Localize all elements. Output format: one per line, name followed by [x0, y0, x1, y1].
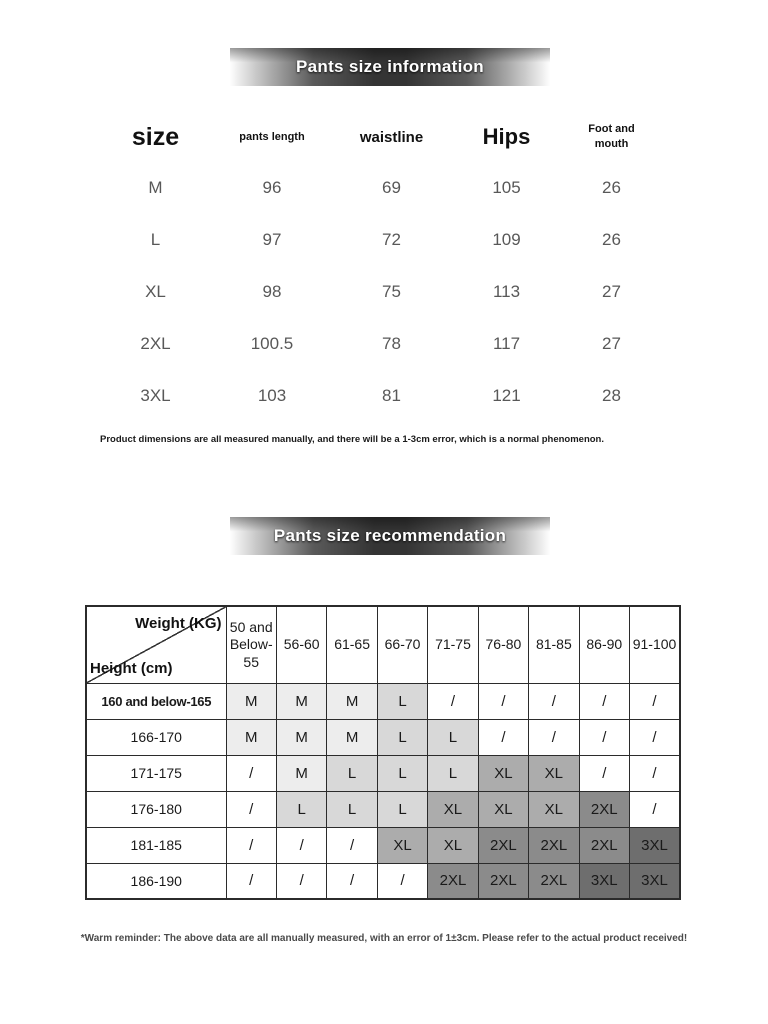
size-cell: / — [226, 863, 276, 899]
size-label: L — [150, 230, 161, 249]
size-cell: / — [529, 683, 579, 719]
size-cell: L — [377, 683, 427, 719]
size-label: 3XL — [140, 386, 171, 405]
weight-col-header: 91-100 — [630, 606, 681, 683]
size-cell: / — [630, 755, 681, 791]
size-cell: M — [327, 683, 377, 719]
size-cell: 2XL — [478, 863, 528, 899]
waistline-value: 72 — [382, 230, 401, 249]
size-cell: 3XL — [579, 863, 629, 899]
size-cell: / — [226, 827, 276, 863]
pants-size-information-banner — [230, 48, 550, 86]
recommendation-header-row — [86, 606, 680, 683]
size-cell: 2XL — [478, 827, 528, 863]
size-table-header-row — [100, 112, 660, 162]
pants-length-value: 96 — [262, 178, 282, 197]
size-cell: 2XL — [579, 827, 629, 863]
col-header-pants-length: pants length — [239, 131, 305, 143]
size-cell: L — [377, 791, 427, 827]
table-row — [100, 214, 660, 266]
waistline-value: 78 — [382, 334, 401, 353]
size-cell: 2XL — [579, 791, 629, 827]
weight-col-header: 81-85 — [529, 606, 579, 683]
waistline-value: 81 — [382, 386, 401, 405]
height-row-header: 160 and below-165 — [86, 683, 226, 719]
size-cell: M — [226, 683, 276, 719]
pants-size-information-title: Pants size information — [296, 57, 484, 76]
pants-size-recommendation-title: Pants size recommendation — [273, 526, 507, 545]
pants-length-value: 98 — [262, 282, 282, 301]
height-row-header: 176-180 — [86, 791, 226, 827]
weight-col-header: 50 and Below-55 — [226, 606, 276, 683]
warm-reminder-note: *Warm reminder: The above data are all manually measured, with an error of 1±3cm. Please refer to the actual product received! — [80, 933, 688, 944]
size-cell: / — [276, 827, 326, 863]
size-cell: / — [428, 683, 478, 719]
size-cell: / — [630, 683, 681, 719]
size-cell: 3XL — [630, 863, 681, 899]
foot-value: 26 — [602, 230, 621, 249]
size-cell: / — [579, 683, 629, 719]
recommendation-row — [86, 863, 680, 899]
weight-col-header: 66-70 — [377, 606, 427, 683]
size-cell: XL — [529, 755, 579, 791]
height-row-header: 166-170 — [86, 719, 226, 755]
size-cell: L — [327, 755, 377, 791]
size-cell: L — [377, 719, 427, 755]
weight-col-header: 56-60 — [276, 606, 326, 683]
size-label: XL — [145, 282, 166, 301]
size-cell: / — [327, 827, 377, 863]
size-cell: M — [226, 719, 276, 755]
recommendation-row — [86, 683, 680, 719]
pants-length-value: 103 — [257, 386, 287, 405]
size-cell: / — [327, 863, 377, 899]
size-cell: L — [428, 719, 478, 755]
size-cell: 2XL — [428, 863, 478, 899]
hips-value: 109 — [492, 230, 521, 249]
table-row — [100, 318, 660, 370]
table-row — [100, 370, 660, 422]
table-row — [100, 266, 660, 318]
size-cell: / — [529, 719, 579, 755]
height-row-header: 181-185 — [86, 827, 226, 863]
weight-col-header: 71-75 — [428, 606, 478, 683]
pants-size-recommendation-banner — [230, 517, 550, 555]
size-cell: XL — [478, 755, 528, 791]
size-cell: XL — [377, 827, 427, 863]
height-row-header: 186-190 — [86, 863, 226, 899]
weight-col-header: 76-80 — [478, 606, 528, 683]
size-cell: 2XL — [529, 863, 579, 899]
size-cell: / — [630, 719, 681, 755]
foot-value: 27 — [602, 282, 621, 301]
size-cell: M — [276, 755, 326, 791]
size-label: 2XL — [140, 334, 171, 353]
foot-value: 27 — [602, 334, 621, 353]
col-header-hips: Hips — [482, 124, 531, 149]
size-cell: 2XL — [529, 827, 579, 863]
col-header-foot-and-mouth: Foot and mouth — [588, 123, 635, 150]
size-cell: XL — [428, 791, 478, 827]
size-cell: L — [327, 791, 377, 827]
size-cell: / — [226, 755, 276, 791]
size-cell: / — [478, 719, 528, 755]
weight-col-header: 61-65 — [327, 606, 377, 683]
size-cell: L — [276, 791, 326, 827]
recommendation-row — [86, 827, 680, 863]
pants-length-value: 100.5 — [250, 334, 294, 353]
size-cell: / — [630, 791, 681, 827]
weight-col-header: 86-90 — [579, 606, 629, 683]
size-cell: / — [579, 719, 629, 755]
weight-axis-label: Weight (KG) — [135, 615, 222, 632]
size-cell: / — [276, 863, 326, 899]
hips-value: 113 — [492, 282, 521, 301]
size-cell: / — [226, 791, 276, 827]
size-measurements-table — [100, 112, 660, 422]
size-cell: / — [478, 683, 528, 719]
size-recommendation-table — [85, 605, 681, 900]
size-cell: L — [428, 755, 478, 791]
waistline-value: 69 — [382, 178, 401, 197]
pants-length-value: 97 — [262, 230, 282, 249]
recommendation-row — [86, 791, 680, 827]
foot-value: 26 — [602, 178, 621, 197]
table-row — [100, 162, 660, 214]
foot-value: 28 — [602, 386, 621, 405]
size-cell: / — [579, 755, 629, 791]
size-cell: M — [276, 719, 326, 755]
size-cell: / — [377, 863, 427, 899]
col-header-size: size — [131, 122, 180, 151]
size-cell: XL — [478, 791, 528, 827]
size-cell: XL — [428, 827, 478, 863]
hips-value: 105 — [492, 178, 521, 197]
size-cell: 3XL — [630, 827, 681, 863]
hips-value: 121 — [492, 386, 521, 405]
size-label: M — [148, 178, 163, 197]
hips-value: 117 — [492, 334, 521, 353]
size-cell: M — [276, 683, 326, 719]
recommendation-row — [86, 755, 680, 791]
size-cell: M — [327, 719, 377, 755]
size-cell: L — [377, 755, 427, 791]
measurement-error-note: Product dimensions are all measured manually, and there will be a 1-3cm error, which is a normal phenomenon. — [100, 434, 604, 445]
corner-cell — [86, 606, 226, 683]
col-header-waistline: waistline — [359, 128, 424, 146]
size-cell: XL — [529, 791, 579, 827]
waistline-value: 75 — [382, 282, 401, 301]
height-axis-label: Height (cm) — [90, 659, 173, 677]
recommendation-row — [86, 719, 680, 755]
height-row-header: 171-175 — [86, 755, 226, 791]
